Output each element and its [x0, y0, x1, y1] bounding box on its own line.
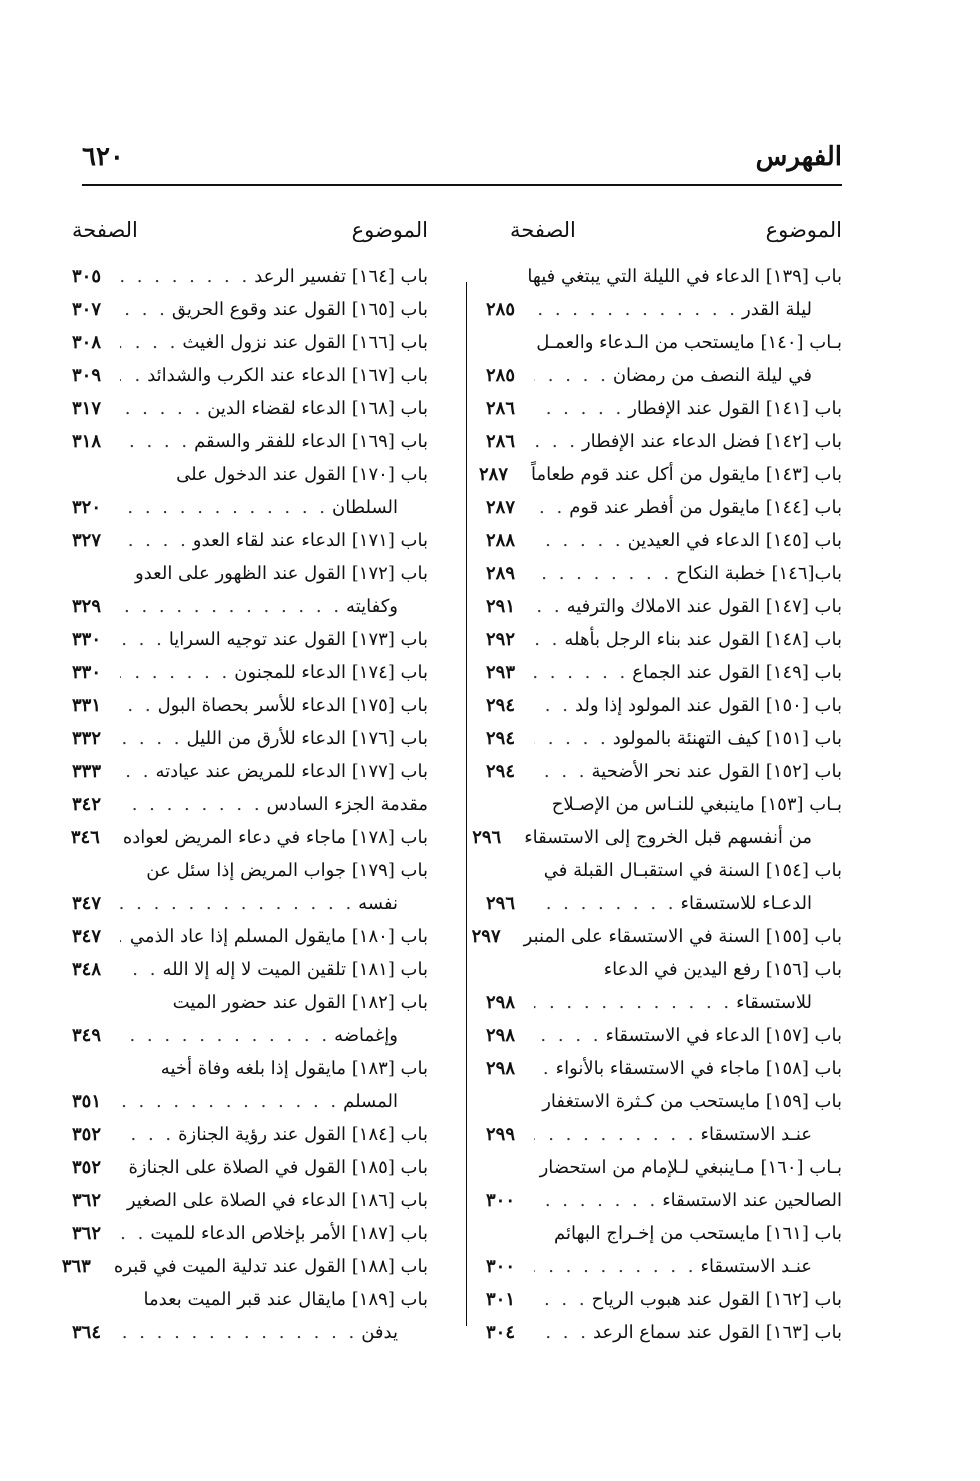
index-entry — [72, 392, 428, 425]
entry-page-number: ٢٨٨ — [486, 530, 516, 551]
entry-topic: من أنفسهم قبل الخروج إلى الاستسقاء — [524, 827, 812, 848]
index-entry — [486, 326, 842, 359]
entry-topic: الصالحين عند الاستسقاء — [662, 1190, 842, 1211]
index-entry — [72, 755, 428, 788]
dot-leader — [120, 524, 189, 557]
entry-page-number: ٢٨٥ — [486, 299, 516, 320]
entry-topic: عنـد الاستسقاء — [700, 1256, 812, 1277]
index-entry — [471, 920, 842, 953]
dot-leader — [120, 689, 154, 722]
dot-leader — [534, 293, 738, 326]
dot-leader — [534, 722, 609, 755]
entry-topic: وإغماضه — [334, 1025, 398, 1046]
entry-page-number: ٢٩١ — [486, 596, 516, 617]
page-title: الفهرس — [755, 142, 842, 172]
dot-leader — [534, 1184, 658, 1217]
entry-page-number: ٣٦٤ — [72, 1322, 102, 1343]
entry-topic: باب [١٦٦] القول عند نزول الغيث — [182, 332, 428, 353]
index-entry — [486, 557, 842, 590]
entry-page-number: ٣٢٧ — [72, 530, 102, 551]
entry-topic: باب [١٧٠] القول عند الدخول على — [176, 464, 428, 485]
entry-topic: باب [١٦٢] القول عند هبوب الرياح — [591, 1289, 842, 1310]
dot-leader — [534, 524, 624, 557]
column-header — [72, 218, 428, 260]
index-entry — [72, 920, 428, 953]
entry-page-number: ٢٩٤ — [486, 761, 516, 782]
entry-topic: باب [١٧٩] جواب المريض إذا سئل عن — [146, 860, 428, 881]
entry-topic: باب [١٧٨] ماجاء في دعاء المريض لعواده — [122, 827, 428, 848]
dot-leader — [120, 623, 165, 656]
index-entry — [486, 293, 842, 326]
index-entry — [486, 1316, 842, 1349]
dot-leader — [120, 260, 250, 293]
dot-leader — [534, 1250, 696, 1283]
index-entry — [72, 458, 428, 491]
entry-topic: باب [١٦٤] تفسير الرعد — [254, 266, 428, 287]
index-entry — [72, 821, 428, 854]
entry-topic: باب [١٨٥] القول في الصلاة على الجنازة — [128, 1157, 428, 1178]
entry-page-number: ٢٩٣ — [486, 662, 516, 683]
index-entry — [486, 1283, 842, 1316]
dot-leader — [120, 392, 203, 425]
entry-page-number: ٣٦٢ — [72, 1190, 102, 1211]
entry-page-number: ٣٠٩ — [72, 365, 102, 386]
entry-topic: ليلة القدر — [742, 299, 812, 320]
index-entry — [72, 788, 428, 821]
dot-leader — [534, 1316, 589, 1349]
dot-leader — [534, 1019, 601, 1052]
index-entry — [72, 953, 428, 986]
index-column-right — [471, 218, 842, 1349]
entry-topic: باب [١٧١] الدعاء عند لقاء العدو — [192, 530, 428, 551]
dot-leader — [120, 722, 183, 755]
entry-topic: باب [١٥٩] مايستحب من كـثرة الاستغفار — [542, 1091, 842, 1112]
entry-page-number: ٢٩٧ — [471, 926, 501, 947]
entry-page-number: ٣٤٢ — [72, 794, 102, 815]
entry-topic: باب [١٨٦] الدعاء في الصلاة على الصغير — [126, 1190, 428, 1211]
index-entry — [72, 1019, 428, 1052]
entry-topic: باب [١٨٩] مايقال عند قبر الميت بعدما — [143, 1289, 428, 1310]
dot-leader — [120, 788, 263, 821]
dot-leader — [534, 1283, 588, 1316]
entry-topic: بـاب [١٤٠] مايستحب من الـدعاء والعمـل — [536, 332, 842, 353]
dot-leader — [120, 755, 151, 788]
dot-leader — [120, 293, 168, 326]
entry-topic: باب [١٤٤] مايقول من أفطر عند قوم — [569, 497, 842, 518]
entry-topic: باب [١٥١] كيف التهنئة بالمولود — [612, 728, 842, 749]
index-entry — [61, 1250, 428, 1283]
entry-page-number: ٢٩٢ — [486, 629, 516, 650]
index-entry — [486, 1019, 842, 1052]
entry-page-number: ٣٤٧ — [72, 926, 102, 947]
dot-leader — [120, 1316, 357, 1349]
index-entry — [72, 1283, 428, 1316]
entry-topic: باب [١٥٠] القول عند المولود إذا ولد — [574, 695, 842, 716]
index-column-left — [61, 218, 428, 1349]
index-entry — [72, 887, 428, 920]
entry-topic: للاستسقاء — [736, 992, 812, 1013]
index-entry — [486, 953, 842, 986]
entry-topic: باب [١٥٢] القول عند نحر الأضحية — [591, 761, 842, 782]
entry-topic: نفسه — [358, 893, 398, 914]
index-entry — [486, 788, 842, 821]
index-entry — [486, 491, 842, 524]
entry-page-number: ٢٩٤ — [486, 695, 516, 716]
entry-topic: باب [١٧٢] القول عند الظهور على العدو — [135, 563, 428, 584]
column-header — [486, 218, 842, 260]
dot-leader — [120, 590, 342, 623]
index-entry — [72, 491, 428, 524]
page-number: ٦٢٠ — [82, 142, 124, 172]
entry-page-number: ٢٨٩ — [486, 563, 516, 584]
entry-topic: باب [١٤٧] القول عند الاملاك والترفيه — [566, 596, 842, 617]
entry-page-number: ٢٩٨ — [486, 992, 516, 1013]
entry-topic: باب [١٧٤] الدعاء للمجنون — [234, 662, 428, 683]
index-entry — [486, 392, 842, 425]
topic-column-label: الموضوع — [351, 218, 428, 242]
entry-topic: باب [١٧٦] الدعاء للأرق من الليل — [186, 728, 428, 749]
entry-topic: باب [١٨٣] مايقول إذا بلغه وفاة أخيه — [160, 1058, 428, 1079]
index-entry — [486, 755, 842, 788]
entry-topic: باب [١٥٦] رفع اليدين في الدعاء — [603, 959, 842, 980]
entry-topic: باب [١٥٥] السنة في الاستسقاء على المنبر — [523, 926, 842, 947]
index-entry — [486, 887, 842, 920]
dot-leader — [534, 392, 624, 425]
entry-topic: باب [١٧٥] الدعاء للأسر بحصاة البول — [157, 695, 428, 716]
index-entry — [72, 590, 428, 623]
index-entry — [72, 1151, 428, 1184]
index-entry — [486, 1217, 842, 1250]
entry-topic: مقدمة الجزء السادس — [266, 794, 428, 815]
entry-topic: باب [١٦١] مايستحب من إخـراج البهائم — [553, 1223, 842, 1244]
index-entry — [486, 1184, 842, 1217]
dot-leader — [120, 1184, 123, 1217]
entry-page-number: ٢٩٦ — [486, 893, 516, 914]
dot-leader — [534, 359, 609, 392]
entry-page-number: ٣٥٢ — [72, 1157, 102, 1178]
topic-column-label: الموضوع — [765, 218, 842, 242]
entry-page-number: ٣٣١ — [72, 695, 102, 716]
entry-topic: باب [١٤٩] القول عند الجماع — [632, 662, 842, 683]
index-entry — [72, 689, 428, 722]
entry-page-number: ٣٦٣ — [61, 1256, 91, 1277]
index-entry — [486, 1085, 842, 1118]
entry-page-number: ٣٤٩ — [72, 1025, 102, 1046]
dot-leader — [534, 425, 578, 458]
entry-topic: المسلم — [343, 1091, 398, 1112]
entry-topic: باب [١٤٥] الدعاء في العيدين — [627, 530, 842, 551]
dot-leader — [120, 491, 328, 524]
entry-page-number: ٣٢٠ — [72, 497, 102, 518]
column-divider — [466, 282, 467, 1326]
entry-topic: باب [١٦٩] الدعاء للفقر والسقم — [194, 431, 428, 452]
dot-leader — [534, 557, 672, 590]
dot-leader — [120, 953, 158, 986]
entry-page-number: ٣٠١ — [486, 1289, 516, 1310]
entry-page-number: ٢٩٦ — [472, 827, 502, 848]
index-entry — [72, 359, 428, 392]
index-entry — [72, 623, 428, 656]
entry-topic: السلطان — [332, 497, 398, 518]
entry-topic: عنـد الاستسقاء — [700, 1124, 812, 1145]
entry-page-number: ٣٠٤ — [486, 1322, 516, 1343]
entry-page-number: ٣٤٦ — [70, 827, 100, 848]
index-entry — [486, 623, 842, 656]
page-column-label: الصفحة — [72, 218, 138, 242]
index-entry — [486, 722, 842, 755]
index-entry — [486, 425, 842, 458]
dot-leader — [534, 887, 677, 920]
index-entry — [486, 1052, 842, 1085]
index-entry — [72, 1217, 428, 1250]
dot-leader — [120, 425, 190, 458]
entry-page-number: ٣٦٢ — [72, 1223, 102, 1244]
index-entry — [486, 854, 842, 887]
entry-topic: باب [١٨٤] القول عند رؤية الجنازة — [178, 1124, 428, 1145]
entry-topic: باب [١٧٣] القول عند توجيه السرايا — [168, 629, 428, 650]
entry-topic: باب [١٨٨] القول عند تدلية الميت في قبره — [113, 1256, 428, 1277]
entry-topic: باب [١٤١] القول عند الإفطار — [628, 398, 842, 419]
entry-topic: باب[١٤٦] خطبة النكاح — [676, 563, 842, 584]
entry-page-number: ٣٤٧ — [72, 893, 102, 914]
index-entry — [486, 689, 842, 722]
entry-page-number: ٣٥١ — [72, 1091, 102, 1112]
index-entry — [486, 656, 842, 689]
dot-leader — [120, 326, 178, 359]
index-entry — [72, 326, 428, 359]
dot-leader — [534, 986, 732, 1019]
index-entry — [72, 1118, 428, 1151]
entry-topic: باب [١٤٢] فضل الدعاء عند الإفطار — [581, 431, 842, 452]
dot-leader — [534, 755, 587, 788]
entry-page-number: ٢٨٦ — [486, 398, 516, 419]
index-entry — [486, 1250, 842, 1283]
entry-topic: باب [١٦٨] الدعاء لقضاء الدين — [207, 398, 428, 419]
index-entry — [486, 1118, 842, 1151]
index-entry — [478, 458, 842, 491]
entry-topic: باب [١٥٨] ماجاء في الاستسقاء بالأنواء — [555, 1058, 842, 1079]
entry-topic: بـاب [١٦٠] مـاينبغي لـلإمام من استحضار — [539, 1157, 842, 1178]
index-entry — [72, 854, 428, 887]
index-entry — [72, 557, 428, 590]
index-entry — [486, 590, 842, 623]
index-entry — [486, 1151, 842, 1184]
index-entry — [486, 524, 842, 557]
index-entry — [72, 1085, 428, 1118]
entry-page-number: ٣٣٣ — [72, 761, 102, 782]
entry-page-number: ٢٩٤ — [486, 728, 516, 749]
index-entries — [61, 260, 428, 1349]
entry-page-number: ٢٩٨ — [486, 1025, 516, 1046]
entry-topic: باب [١٨٧] الأمر بإخلاص الدعاء للميت — [150, 1223, 428, 1244]
entry-page-number: ٣١٨ — [72, 431, 102, 452]
page-column-label: الصفحة — [510, 218, 576, 242]
dot-leader — [534, 1052, 552, 1085]
entry-page-number: ٢٩٨ — [486, 1058, 516, 1079]
dot-leader — [120, 1019, 330, 1052]
dot-leader — [120, 1217, 146, 1250]
index-entry — [72, 986, 428, 1019]
entry-topic: باب [١٤٣] مايقول من أكل عند قوم طعاماً — [530, 464, 842, 485]
entry-topic: باب [١٦٥] القول عند وقوع الحريق — [171, 299, 428, 320]
entry-topic: باب [١٧٧] الدعاء للمريض عند عيادته — [155, 761, 428, 782]
dot-leader — [120, 1118, 174, 1151]
index-entry — [72, 260, 428, 293]
entry-page-number: ٣٣٢ — [72, 728, 102, 749]
entry-topic: في ليلة النصف من رمضان — [612, 365, 812, 386]
index-entry — [72, 524, 428, 557]
dot-leader — [534, 491, 565, 524]
dot-leader — [534, 623, 560, 656]
dot-leader — [120, 359, 143, 392]
entry-page-number: ٣٠٧ — [72, 299, 102, 320]
entry-page-number: ٣٥٢ — [72, 1124, 102, 1145]
entry-topic: باب [١٦٧] الدعاء عند الكرب والشدائد — [147, 365, 428, 386]
page-header — [82, 140, 842, 186]
index-entry — [486, 260, 842, 293]
dot-leader — [534, 656, 628, 689]
entry-page-number: ٣٣٠ — [72, 629, 102, 650]
index-entry — [72, 425, 428, 458]
dot-leader — [534, 1118, 696, 1151]
index-entry — [486, 986, 842, 1019]
entry-page-number: ٢٨٦ — [486, 431, 516, 452]
entry-page-number: ٣٠٠ — [486, 1190, 516, 1211]
entry-page-number: ٣١٧ — [72, 398, 102, 419]
entry-topic: باب [١٨٠] مايقول المسلم إذا عاد الذمي — [129, 926, 428, 947]
entry-page-number: ٢٨٥ — [486, 365, 516, 386]
index-entry — [72, 1052, 428, 1085]
entry-topic: باب [١٦٣] القول عند سماع الرعد — [592, 1322, 842, 1343]
entry-page-number: ٣٠٠ — [486, 1256, 516, 1277]
entry-topic: باب [١٨١] تلقين الميت لا إله إلا الله — [162, 959, 428, 980]
dot-leader — [120, 1151, 124, 1184]
entry-topic: وكفايته — [346, 596, 398, 617]
index-entry — [72, 1316, 428, 1349]
dot-leader — [120, 1085, 339, 1118]
index-entry — [72, 1184, 428, 1217]
entry-page-number: ٢٨٧ — [486, 497, 516, 518]
entry-topic: باب [١٥٤] السنة في استقبـال القبلة في — [543, 860, 842, 881]
entry-topic: باب [١٨٢] القول عند حضور الميت — [172, 992, 428, 1013]
index-entry — [472, 821, 842, 854]
entry-page-number: ٣٤٨ — [72, 959, 102, 980]
dot-leader — [534, 590, 563, 623]
entry-page-number: ٣٠٨ — [72, 332, 102, 353]
dot-leader — [120, 656, 230, 689]
entry-page-number: ٣٣٠ — [72, 662, 102, 683]
index-entries — [471, 260, 842, 1349]
index-entry — [72, 656, 428, 689]
dot-leader — [120, 887, 354, 920]
dot-leader — [120, 920, 126, 953]
entry-page-number: ٣٠٥ — [72, 266, 102, 287]
entry-topic: باب [١٣٩] الدعاء في الليلة التي يبتغي فيها — [527, 266, 842, 287]
index-entry — [72, 722, 428, 755]
entry-topic: الدعـاء للاستسقاء — [680, 893, 812, 914]
entry-topic: يدفن — [361, 1322, 398, 1343]
entry-topic: باب [١٤٨] القول عند بناء الرجل بأهله — [564, 629, 842, 650]
entry-topic: باب [١٥٧] الدعاء في الاستسقاء — [605, 1025, 842, 1046]
index-entry — [486, 359, 842, 392]
entry-page-number: ٢٩٩ — [486, 1124, 516, 1145]
entry-topic: بـاب [١٥٣] ماينبغي للنـاس من الإصـلاح — [551, 794, 842, 815]
entry-page-number: ٢٨٧ — [478, 464, 508, 485]
dot-leader — [534, 689, 571, 722]
index-entry — [72, 293, 428, 326]
entry-page-number: ٣٢٩ — [72, 596, 102, 617]
